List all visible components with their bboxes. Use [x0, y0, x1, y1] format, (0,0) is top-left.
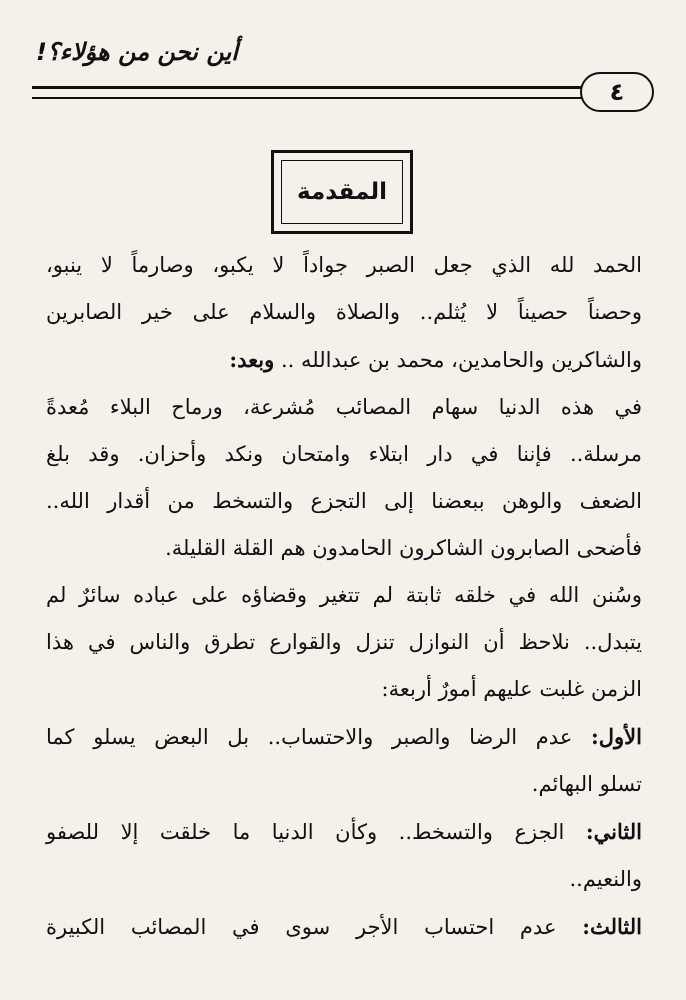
paragraph-line: مرسلة.. فإننا في دار ابتلاء وامتحان ونكد وأحزان. وقد بلغ [46, 442, 642, 466]
item-text: عدم احتساب الأجر سوى في المصائب الكبيرة [46, 915, 557, 939]
item-label: الثالث: [582, 914, 642, 939]
paragraph-line: الزمن غلبت عليهم أمورٌ أربعة: [381, 677, 642, 701]
paragraph-line [46, 336, 642, 384]
paragraph-line: فأضحى الصابرون الشاكرون الحامدون هم القلة القليلة. [165, 536, 642, 560]
paragraph-line: الحمد لله الذي جعل الصبر جواداً لا يكبو، وصارماً لا ينبو، [46, 253, 642, 277]
paragraph-line: تسلو البهائم. [531, 772, 642, 796]
item-text: عدم الرضا والصبر والاحتساب.. بل البعض يسلو كما [46, 725, 573, 749]
item-label: الأول: [591, 724, 642, 749]
header-rule-thin [32, 97, 652, 99]
wabaad-bold: وبعد: [229, 347, 275, 372]
header-rule-thick [32, 86, 652, 89]
running-header-title: أين نحن من هؤلاء؟! [36, 38, 238, 66]
body-text [46, 242, 642, 951]
paragraph-line: في هذه الدنيا سهام المصائب مُشرعة، ورماح البلاء مُعدةً [46, 395, 642, 419]
list-item-first [46, 713, 642, 761]
paragraph-line: الضعف والوهن ببعضنا إلى التجزع والتسخط من أقدار الله.. [46, 489, 642, 513]
paragraph-line: وحصناً حصيناً لا يُثلم.. والصلاة والسلام على خير الصابرين [46, 300, 642, 324]
section-heading-frame [271, 150, 413, 234]
list-item-third [46, 903, 642, 951]
section-heading: المقدمة [297, 179, 387, 205]
item-text: الجزع والتسخط.. وكأن الدنيا ما خلقت إلا للصفو [46, 820, 565, 844]
paragraph-line: وسُنن الله في خلقه ثابتة لم تتغير وقضاؤه على عباده سائرٌ لم [46, 583, 642, 607]
list-item-second [46, 808, 642, 856]
paragraph-line: يتبدل.. نلاحظ أن النوازل تنزل والقوارع تطرق والناس في هذا [46, 630, 642, 654]
paragraph-text: والشاكرين والحامدين، محمد بن عبدالله .. [281, 348, 642, 372]
item-label: الثاني: [585, 819, 642, 844]
paragraph-line: والنعيم.. [569, 867, 642, 891]
section-heading-inner-frame [281, 160, 403, 224]
page-number-badge: ٤ [580, 72, 654, 112]
